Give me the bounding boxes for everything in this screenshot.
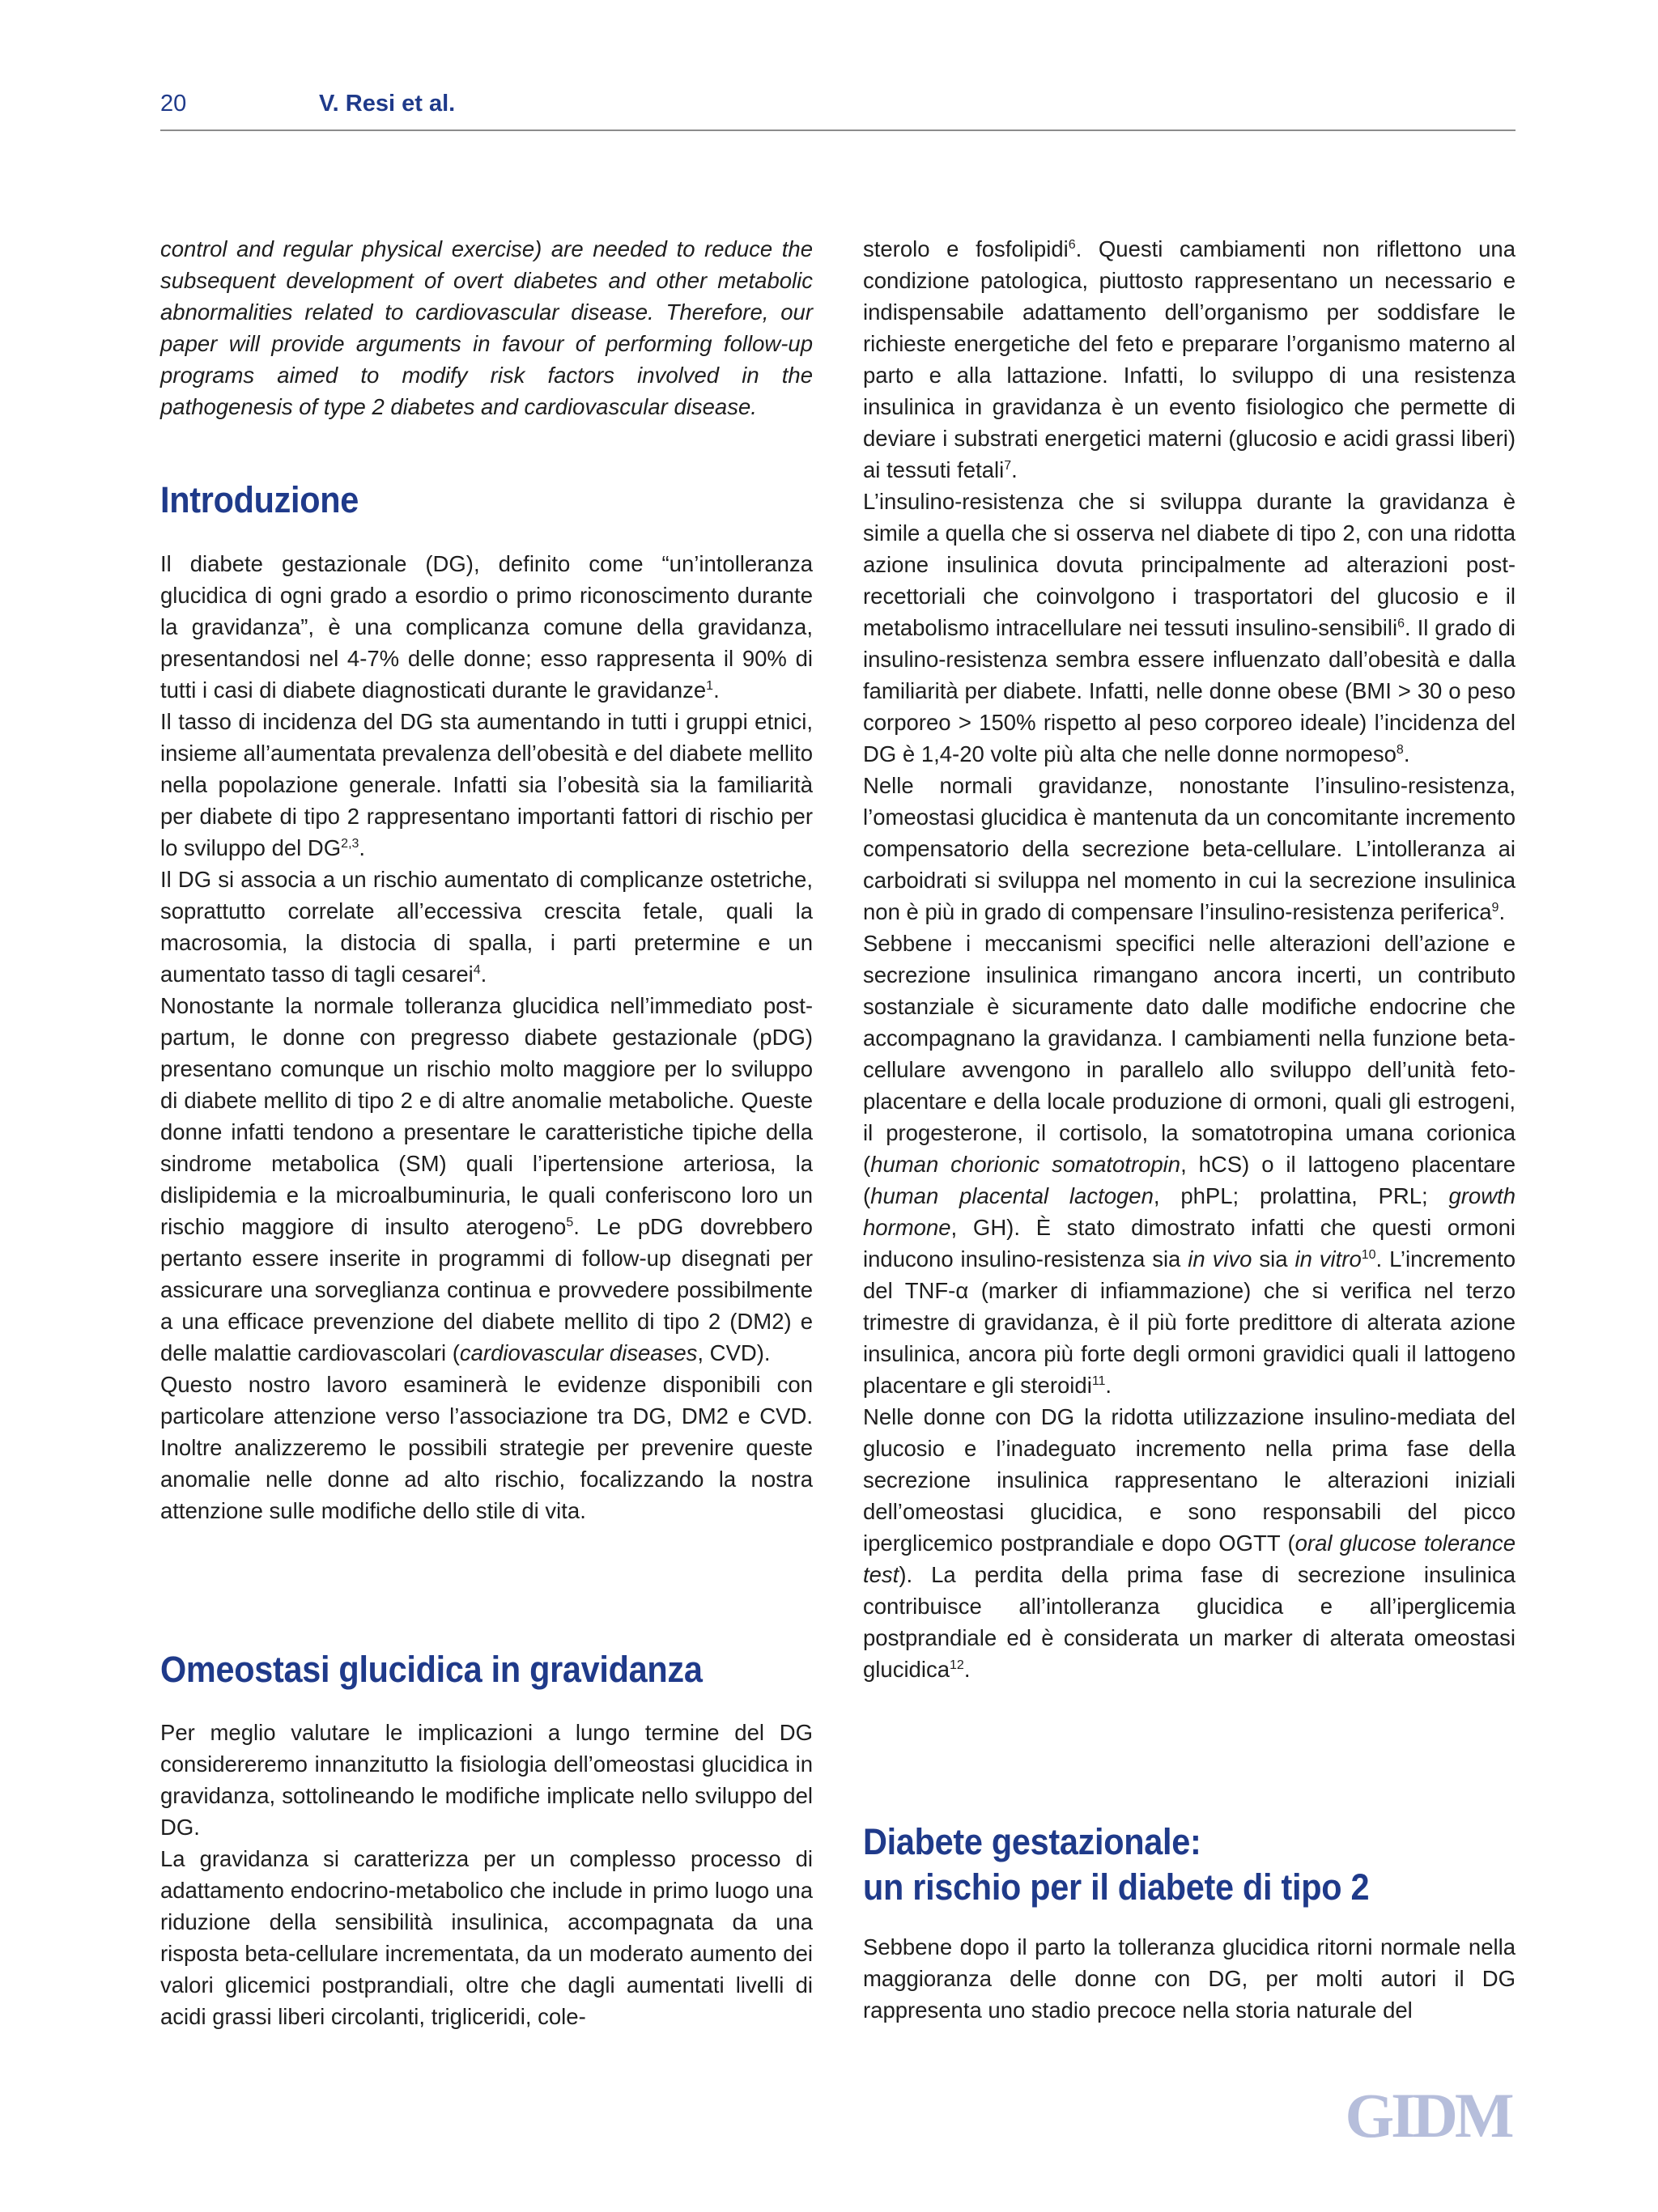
- section-heading-diabete-gestazionale: Diabete gestazionale: un rischio per il diabete di tipo 2: [863, 1821, 1370, 1908]
- page-number: 20: [160, 91, 187, 117]
- citation-ref: 1: [706, 678, 714, 693]
- citation-ref: 8: [1396, 742, 1404, 757]
- abstract-continuation: control and regular physical exercise) are needed to reduce the subsequent development of overt diabetes and other metabolic abnormalities related to cardiovascular disease. Therefore, our paper will provide arguments in favour of performing follow-up programs aimed to modify risk factors involved in the pathogenesis of type 2 diabetes and cardiovascular disease.: [160, 236, 813, 419]
- citation-ref: 5: [566, 1215, 574, 1229]
- citation-ref: 12: [950, 1658, 964, 1672]
- svg-text:GIDM: GIDM: [1345, 2087, 1511, 2145]
- section-heading-introduzione: Introduzione: [160, 479, 359, 520]
- omeostasi-body: [160, 1717, 813, 2032]
- running-head: [160, 87, 1516, 131]
- paragraph: Sebbene i meccanismi specifici nelle alterazioni dell’azione e secrezione insulinica rimangano ancora incerti, un contributo sostanziale è sicuramente dato dalle modifiche endocrine che accompagnano la gravidanza. I cambiamenti nella funzione beta-cellulare avvengono in parallelo allo sviluppo dell’unità feto-placentare e della locale produzione di ormoni, quali gli estrogeni, il progesterone, il cortisolo, la somatotropina umana corionica (human chorionic somatotropin, hCS) o il lattogeno placentare (human placental lactogen, phPL; prolattina, PRL; growth hormone, GH). È stato dimostrato infatti che questi ormoni inducono insulino-resistenza sia in vivo sia in vitro$^{10}$. L’incremento del TNF-α (marker di infiammazione) che si verifica nel terzo trimestre di gravidanza, è il più forte predittore di alterata azione insulinica, ancora più forte degli ormoni gravidici quali il lattogeno placentare e gli steroidi$^{11}$.: [863, 931, 1516, 1398]
- citation-ref: 7: [1004, 458, 1012, 473]
- paragraph: sterolo e fosfolipidi$^6$. Questi cambiamenti non riflettono una condizione patologica, piuttosto rappresentano un necessario e indispensabile adattamento dell’organismo per soddisfare le richieste energetiche del feto e preparare l’organismo materno al parto e alla lattazione. Infatti, lo sviluppo di una resistenza insulinica in gravidanza è un evento fisiologico che permette di deviare i substrati energetici materni (glucosio e acidi grassi liberi) ai tessuti fetali$^7$.: [863, 236, 1516, 482]
- citation-ref: 11: [1091, 1373, 1106, 1388]
- citation-ref: 6: [1397, 616, 1405, 630]
- introduzione-body: [160, 548, 813, 1526]
- paragraph: Il tasso di incidenza del DG sta aumentando in tutti i gruppi etnici, insieme all’aumentata prevalenza dell’obesità e del diabete mellito nella popolazione generale. Infatti sia l’obesità sia la familiarità per diabete di tipo 2 rappresentano importanti fattori di rischio per lo sviluppo del DG$^{2,3}$.: [160, 709, 813, 860]
- paragraph: Questo nostro lavoro esaminerà le evidenze disponibili con particolare attenzione verso l’associazione tra DG, DM2 e CVD. Inoltre analizzeremo le possibili strategie per prevenire queste anomalie nelle donne ad alto rischio, focalizzando la nostra attenzione sulle modifiche dello stile di vita.: [160, 1372, 813, 1523]
- running-author: V. Resi et al.: [319, 91, 456, 117]
- paragraph: Il DG si associa a un rischio aumentato di complicanze ostetriche, soprattutto correlate all’eccessiva crescita fetale, quali la macrosomia, la distocia di spalla, i parti pretermine e un aumentato tasso di tagli cesarei$^4$.: [160, 867, 813, 987]
- paragraph: Nelle donne con DG la ridotta utilizzazione insulino-mediata del glucosio e l’inadeguato incremento nella prima fase della secrezione insulinica rappresentano le alterazioni iniziali dell’omeostasi glucidica, e sono responsabili del picco iperglicemico postprandiale e dopo OGTT (oral glucose tolerance test). La perdita della prima fase di secrezione insulinica contribuisce all’intolleranza glucidica e all’iperglicemia postprandiale ed è considerata un marker di alterata omeostasi glucidica$^{12}$.: [863, 1404, 1516, 1682]
- paragraph: Nelle normali gravidanze, nonostante l’insulino-resistenza, l’omeostasi glucidica è mantenuta da un concomitante incremento compensatorio della secrezione beta-cellulare. L’intolleranza ai carboidrati si sviluppa nel momento in cui la secrezione insulinica non è più in grado di compensare l’insulino-resistenza periferica$^9$.: [863, 773, 1516, 924]
- paragraph: Per meglio valutare le implicazioni a lungo termine del DG considereremo innanzitutto la fisiologia dell’omeostasi glucidica in gravidanza, sottolineando le modifiche implicate nello sviluppo del DG.: [160, 1720, 813, 1840]
- paragraph: Sebbene dopo il parto la tolleranza glucidica ritorni normale nella maggioranza delle donne con DG, per molti autori il DG rappresenta uno stadio precoce nella storia naturale del: [863, 1934, 1516, 2023]
- omeostasi-body-continued: [863, 233, 1516, 1685]
- section-heading-omeostasi: Omeostasi glucidica in gravidanza: [160, 1649, 703, 1690]
- gidm-logo: [1336, 2087, 1520, 2145]
- paragraph: L’insulino-resistenza che si sviluppa durante la gravidanza è simile a quella che si osserva nel diabete di tipo 2, con una ridotta azione insulinica dovuta principalmente ad alterazioni post-recettoriali che coinvolgono i trasportatori del glucosio e il metabolismo intracellulare nei tessuti insulino-sensibili$^6$. Il grado di insulino-resistenza sembra essere influenzato dall’obesità e dalla familiarità per diabete. Infatti, nelle donne obese (BMI > 30 o peso corporeo > 150% rispetto al peso corporeo ideale) l’incidenza del DG è 1,4-20 volte più alta che nelle donne normopeso$^8$.: [863, 489, 1516, 766]
- citation-ref: 2,3: [341, 836, 359, 851]
- citation-ref: 9: [1491, 900, 1499, 915]
- paragraph: La gravidanza si caratterizza per un complesso processo di adattamento endocrino-metabolico che include in primo luogo una riduzione della sensibilità insulinica, accompagnata da una risposta beta-cellulare incrementata, da un moderato aumento dei valori glicemici postprandiali, oltre che dagli aumentati livelli di acidi grassi liberi circolanti, trigliceridi, cole-: [160, 1846, 813, 2029]
- diabete-gestazionale-body: [863, 1931, 1516, 2026]
- paragraph: Il diabete gestazionale (DG), definito come “un’intolleranza glucidica di ogni grado a esordio o primo riconoscimento durante la gravidanza”, è una complicanza comune della gravidanza, presentandosi nel 4-7% delle donne; esso rappresenta il 90% di tutti i casi di diabete diagnosticati durante le gravidanze$^1$.: [160, 551, 813, 703]
- citation-ref: 4: [473, 962, 481, 977]
- citation-ref: 10: [1361, 1247, 1376, 1262]
- paragraph: Nonostante la normale tolleranza glucidica nell’immediato post-partum, le donne con pregresso diabete gestazionale (pDG) presentano comunque un rischio molto maggiore per lo sviluppo di diabete mellito di tipo 2 e di altre anomalie metaboliche. Queste donne infatti tendono a presentare le caratteristiche tipiche della sindrome metabolica (SM) quali l’ipertensione arteriosa, la dislipidemia e la microalbuminuria, le quali conferiscono loro un rischio maggiore di insulto aterogeno$^5$. Le pDG dovrebbero pertanto essere inserite in programmi di follow-up disegnati per assicurare una sorveglianza continua e provvedere possibilmente a una efficace prevenzione del diabete mellito di tipo 2 (DM2) e delle malattie cardiovascolari (cardiovascular diseases, CVD).: [160, 993, 813, 1365]
- citation-ref: 6: [1068, 237, 1076, 252]
